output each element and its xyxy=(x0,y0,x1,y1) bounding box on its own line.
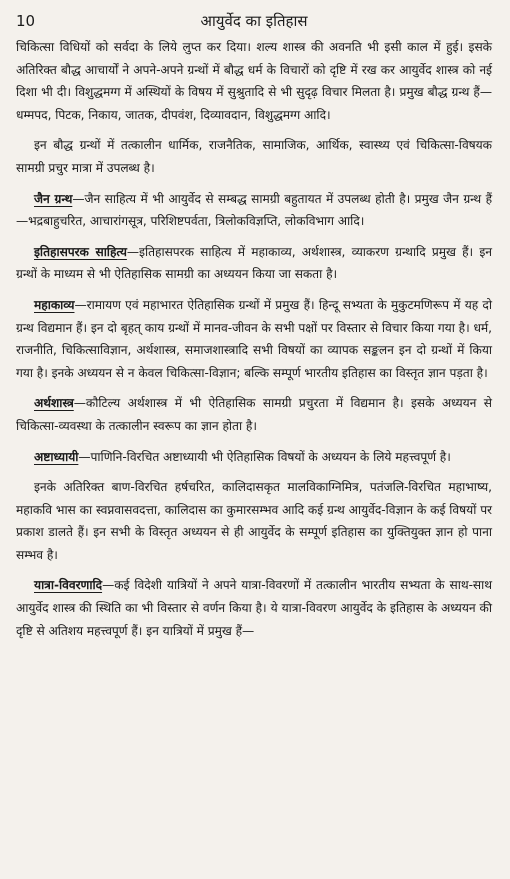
paragraph-historical-literature xyxy=(16,241,492,286)
paragraph-text: —पाणिनि-विरचित अष्टाध्यायी भी ऐतिहासिक विषयों के अध्ययन के लिये महत्त्वपूर्ण है। xyxy=(78,449,451,464)
paragraph-buddhist-material xyxy=(16,134,492,179)
page-header xyxy=(16,10,492,36)
paragraph-ashtadhyayi xyxy=(16,446,492,469)
page-number: 10 xyxy=(16,12,36,30)
section-heading: अर्थशास्त्र xyxy=(34,396,74,411)
body-text xyxy=(16,36,492,642)
paragraph-text: इनके अतिरिक्त बाण-विरचित हर्षचरित, कालिदासकृत मालविकाग्निमित्र, पतंजलि-विरचित महाभाष्य, महाकवि भास का स्वप्नवासवदत्ता, कालिदास का कुमारसम्भव आदि कई ग्रन्थ आयुर्वेद-विज्ञान के कई विषयों पर प्रकाश डालते हैं। इन सभी के विस्तृत अध्ययन से ही आयुर्वेद के सम्पूर्ण इतिहास का युक्तियुक्त ज्ञान हो पाना सम्भव है। xyxy=(16,480,492,562)
section-heading: इतिहासपरक साहित्य xyxy=(34,244,127,259)
section-heading: जैन ग्रन्थ xyxy=(34,191,73,206)
paragraph-jain-texts xyxy=(16,188,492,233)
running-title: आयुर्वेद का इतिहास xyxy=(200,12,308,30)
paragraph-text: —जैन साहित्य में भी आयुर्वेद से सम्बद्ध सामग्री बहुतायत में उपलब्ध होती है। प्रमुख जैन ग्रन्थ हैं—भद्रबाहुचरित, आचारांगसूत्र, परिशिष्टपर्वता, त्रिलोकविज्ञप्ति, लोकविभाग आदि। xyxy=(16,191,492,229)
paragraph-buddhist-texts xyxy=(16,36,492,126)
paragraph-text: —कई विदेशी यात्रियों ने अपने यात्रा-विवरणों में तत्कालीन भारतीय सभ्यता के साथ-साथ आयुर्वेद शास्त्र की स्थिति का भी विस्तार से वर्णन किया है। ये यात्रा-विवरण आयुर्वेद के इतिहास के अध्ययन की दृष्टि से अतिशय महत्त्वपूर्ण हैं। इन यात्रियों में प्रमुख हैं— xyxy=(16,578,492,638)
paragraph-travelogues xyxy=(16,574,492,642)
paragraph-text: —कौटिल्य अर्थशास्त्र में भी ऐतिहासिक सामग्री प्रचुरता में विद्यमान है। इसके अध्ययन से चिकित्सा-व्यवस्था के तत्कालीन स्वरूप का ज्ञान होता है। xyxy=(16,396,492,433)
section-heading: अष्टाध्यायी xyxy=(34,449,79,464)
paragraph-epics xyxy=(16,294,492,384)
paragraph-text: इन बौद्ध ग्रन्थों में तत्कालीन धार्मिक, राजनैतिक, सामाजिक, आर्थिक, स्वास्थ्य एवं चिकित्सा-विषयक सामग्री प्रचुर मात्रा में उपलब्ध है। xyxy=(16,138,492,175)
section-heading: महाकाव्य xyxy=(34,297,75,312)
paragraph-arthashastra xyxy=(16,392,492,437)
section-heading: यात्रा-विवरणादि xyxy=(34,578,103,593)
paragraph-text: —रामायण एवं महाभारत ऐतिहासिक ग्रन्थों में प्रमुख हैं। हिन्दू सभ्यता के मुकुटमणिरूप में यह दो ग्रन्थ विद्यमान हैं। इन दो बृहत् काय ग्रन्थों में मानव-जीवन के सभी पक्षों पर विस्तार से विचार किया गया है। धर्म, राजनीति, चिकित्साविज्ञान, अर्थशास्त्र, समाजशास्त्रादि सभी विषयों का व्यापक सङ्कलन इन दो ग्रन्थों में किया गया है। इनके अध्ययन से न केवल चिकित्सा-विज्ञान; बल्कि सम्पूर्ण भारतीय इतिहास का विस्तृत ज्ञान पड़ता है। xyxy=(16,297,492,380)
paragraph-other-works xyxy=(16,476,492,566)
paragraph-text: चिकित्सा विधियों को सर्वदा के लिये लुप्त कर दिया। शल्य शास्त्र की अवनति भी इसी काल में हुई। इसके अतिरिक्त बौद्ध आचार्यों ने अपने-अपने ग्रन्थों में बौद्ध धर्म के विचारों को दृष्टि में रख कर आयुर्वेद शास्त्र को नई दिशा भी दी। विशुद्धमग्ग में अस्थियों के विषय में सुश्रुतादि से भी सुदृढ़ विचार मिलता है। प्रमुख बौद्ध ग्रन्थ हैं—धम्मपद, पिटक, निकाय, जातक, दीपवंश, दिव्यावदान, विशुद्धमग्ग आदि। xyxy=(16,40,492,122)
paragraph-text: —इतिहासपरक साहित्य में महाकाव्य, अर्थशास्त्र, व्याकरण ग्रन्थादि प्रमुख हैं। इन ग्रन्थों के माध्यम से भी ऐतिहासिक सामग्री का अध्ययन किया जा सकता है। xyxy=(16,244,492,282)
